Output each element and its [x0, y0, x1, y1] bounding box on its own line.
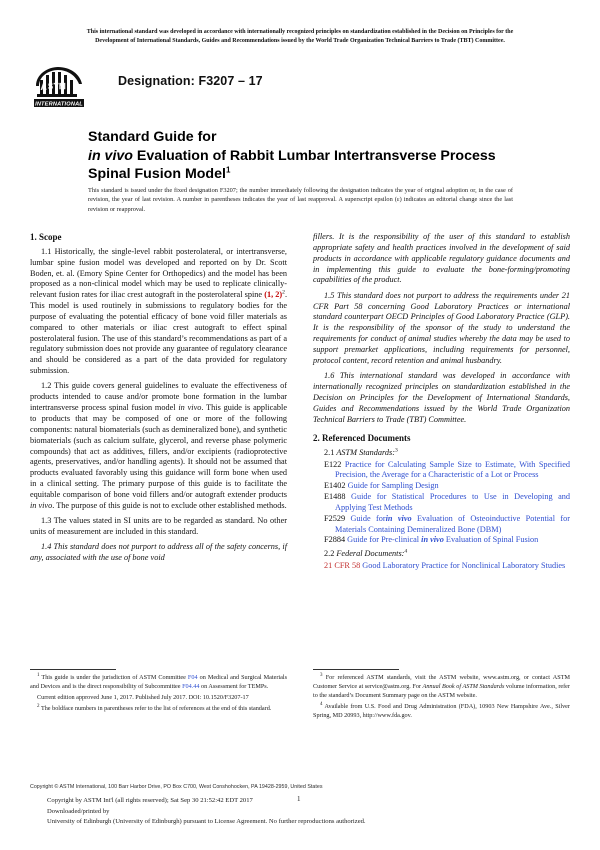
footnote-1-part-a: This guide is under the jurisdiction of ASTM Committee	[41, 674, 188, 681]
federal-docs-title: Federal Documents:	[336, 549, 405, 559]
footnote-1-marker: 1	[37, 672, 40, 678]
ref-title-italic[interactable]: in vivo	[421, 535, 444, 545]
title-line-3	[88, 165, 548, 184]
footnote-4-marker: 4	[320, 701, 323, 707]
footnote-2-text: The boldface numbers in parentheses refer to the list of references at the end of this standard.	[40, 705, 272, 713]
federal-ref-id[interactable]: 21 CFR 58	[324, 560, 361, 570]
ref-id: F2529	[324, 513, 346, 523]
footnote-3-part-b: volume information, refer to the standard’s Document Summary page on the ASTM website.	[313, 682, 570, 699]
title-line-2	[88, 147, 548, 166]
paragraph-1-1	[30, 247, 287, 377]
list-item[interactable]	[324, 481, 570, 492]
para-1-2-italic-1: in vivo	[178, 403, 202, 413]
copyright-notice: Copyright © ASTM International, 100 Barr Harbor Drive, PO Box C700, West Conshohocken, PA 19428-2959, United States	[30, 784, 323, 790]
footnote-3-part-a: For referenced ASTM standards, visit the ASTM website, www.astm.org, or contact ASTM Customer Service at service@astm.org. For	[313, 674, 571, 690]
ref-title-link-post[interactable]: Evaluation of Osteoinductive Potential for Materials Containing Demineralized Bone (DBM)	[335, 513, 570, 534]
paragraph-1-5: 1.5 This standard does not purport to address the requirements under 21 CFR Part 58 concerning Good Laboratory Practices or international standard counterpart OECD Principles of Good Laboratory Practice (GLP). It is the responsibility of the sponsor of the study to understand the requirements for conduct of animal studies whereby the data may be used to support premarket applications, including requirements for personnel, protocol content, record retention and animal husbandry.	[313, 290, 570, 365]
section-heading-scope: 1. Scope	[30, 232, 62, 242]
list-item[interactable]	[324, 514, 570, 536]
para-1-2-part-a: 1.2 This guide covers general guidelines to evaluate the effectiveness of products intended to cause and/or promote bone formation in the lumbar intertransverse process spinal fusion model	[30, 381, 287, 413]
footnote-4	[313, 703, 570, 721]
footnotes-right	[313, 674, 570, 720]
para-1-2-part-c: . The purpose of this guide is not to exclude other established methods.	[52, 500, 287, 510]
footnote-3-marker: 3	[320, 672, 323, 678]
title-line-1: Standard Guide for	[88, 129, 217, 145]
footnote-edition: Current edition approved June 1, 2017. Published July 2017. DOI: 10.1520/F3207-17	[37, 694, 249, 702]
para-1-2-italic-2: in vivo	[30, 500, 53, 510]
reference-citation-1-2[interactable]: (1, 2)	[264, 290, 283, 300]
ref-id: F2884	[324, 535, 346, 545]
ref-title-link-post[interactable]: Evaluation of Spinal Fusion	[443, 535, 539, 545]
download-line-1: Copyright by ASTM Int'l (all rights reserved); Sat Sep 30 21:52:42 EDT 2017	[47, 797, 253, 804]
download-line-3: University of Edinburgh (University of Edinburgh) pursuant to License Agreement. No further reproductions authorized.	[47, 818, 366, 826]
federal-ref-title-link[interactable]: Good Laboratory Practice for Nonclinical Laboratory Studies	[362, 560, 566, 570]
footnotes-left	[30, 674, 287, 714]
paragraph-1-4-overflow: fillers. It is the responsibility of the user of this standard to establish appropriate safety and health practices involved in the development of said products in accordance with applicable regulatory guidance documents and in implementing this guide to evaluate the bone-forming/promoting capabilities of the product.	[313, 232, 570, 285]
ref-title-link[interactable]: Guide for Sampling Design	[347, 481, 439, 491]
issue-note: This standard is issued under the fixed designation F3207; the number immediately following the designation indicates the year of original adoption or, in the case of revision, the year of last revision. A number in parentheses indicates the year of last reapproval. A superscript epsilon (ε) indicates an editorial change since the last revision or reapproval.	[88, 187, 513, 213]
para-1-1-part-b: . This model is used routinely in submissions to regulatory bodies for the purpose of evaluating the potential efficacy of bone void filler materials as compared to other materials or iliac crest autograft to effect spinal posterolateral fusion. The use of this standard’s recommendations as part of a regulatory submission does not provide any guarantee of regulatory clearance and should be considered as a part of the data provided for regulatory submission.	[30, 290, 288, 376]
paragraph-1-3: 1.3 The values stated in SI units are to be regarded as standard. No other units of measurement are included in this standard.	[30, 516, 287, 536]
footnote-marker-2: 2	[282, 289, 285, 296]
paragraph-1-2	[30, 381, 287, 511]
body-column-left	[30, 232, 287, 564]
ref-id: E1488	[324, 492, 346, 502]
footnote-1-part-b: on Medical and Surgical Materials and Devices and is the direct responsibility of Subcommittee	[30, 674, 287, 690]
footnote-2	[30, 705, 287, 714]
paragraph-1-4: 1.4 This standard does not purport to address all of the safety concerns, if any, associated with the use of bone void	[30, 542, 287, 563]
para-1-2-part-b: . This guide is applicable to products that may be composed of one or more of the following components: natural biomaterials (such as demineralized bone), and synthetic biomaterials (such as calcium sulfate, glycerol, and reverse phase polymeric compounds) that act as additives, fillers, and/or excipients (radioprotective agents, preservatives, and/or handling agents). It should not be assumed that products evaluated favorably using this guidance will form bone when used in a clinical setting. The primary purpose of this guide is to facilitate the equitable comparison of bone void fillers and/or autograft extender products	[30, 403, 287, 499]
tbt-banner	[33, 28, 567, 45]
title-line-3-text: Spinal Fusion Model	[88, 166, 226, 183]
list-item[interactable]	[324, 460, 570, 482]
document-title	[88, 128, 548, 184]
subsection-astm-standards	[313, 448, 570, 459]
download-line-2: Downloaded/printed by	[47, 807, 110, 815]
subcommittee-f0444-link[interactable]: F04.44	[182, 682, 200, 690]
footnote-divider-left	[30, 669, 116, 670]
list-item[interactable]	[324, 492, 570, 514]
section-heading-referenced-documents: 2. Referenced Documents	[313, 433, 411, 444]
astm-standards-title: ASTM Standards:	[336, 448, 395, 458]
tbt-banner-line2: Development of International Standards, Guides and Recommendations issued by the World Trade Organization Technical Barriers to Trade (TBT) Committee.	[95, 37, 505, 44]
title-footnote-marker: 1	[225, 165, 231, 175]
astm-standards-number: 2.1	[324, 448, 335, 458]
header-logo-row	[30, 64, 570, 114]
footnote-2-marker: 2	[37, 704, 40, 710]
list-item[interactable]	[324, 535, 570, 546]
subsection-federal-documents	[313, 549, 570, 560]
footnote-4-text: Available from U.S. Food and Drug Administration (FDA), 10903 New Hampshire Ave., Silver Spring, MD 20993, http://www.fda.gov.	[313, 702, 570, 719]
para-1-1-part-a: 1.1 Historically, the single-level rabbit posterolateral, or intertransverse, lumbar spine fusion model was developed and reported on by Dr. Scott Boden, et. al. (Emory Spine Center for Orthopedics) and the model has been proposed as a non-clinical model which may be used to replicate clinically-relevant fusion rates for iliac crest autograft in the posterolateral spine	[30, 246, 287, 300]
page-number: 1	[297, 795, 301, 803]
federal-docs-number: 2.2	[324, 549, 335, 559]
federal-reference-list	[313, 561, 570, 572]
footnote-3-italic: Annual Book of ASTM Standards	[422, 682, 505, 690]
astm-logo-icon	[30, 64, 88, 110]
designation-label: Designation: F3207 – 17	[118, 74, 263, 88]
ref-title-link-pre[interactable]: Guide for	[350, 513, 386, 523]
ref-id: E1402	[324, 481, 346, 491]
ref-id: E122	[324, 459, 342, 469]
ref-title-italic[interactable]: in vivo	[385, 513, 412, 523]
ref-title-link[interactable]: Guide for Statistical Procedures to Use in Developing and Applying Test Methods	[335, 492, 571, 512]
footnote-divider-right	[313, 669, 399, 670]
title-line-2-rest: Evaluation of Rabbit Lumbar Intertransverse Process	[132, 147, 496, 164]
tbt-banner-line1: This international standard was developed in accordance with internationally recognized principles on standardization established in the Decision on Principles for the	[86, 29, 514, 35]
footnote-3	[313, 674, 570, 700]
astm-reference-list	[313, 460, 570, 547]
list-item[interactable]	[324, 561, 570, 572]
title-in-vivo-italic: in vivo	[88, 147, 133, 164]
footnote-marker-4: 4	[404, 548, 408, 555]
svg-text:INTERNATIONAL: INTERNATIONAL	[35, 101, 83, 108]
ref-title-link-pre[interactable]: Guide for Pre-clinical	[347, 535, 422, 545]
ref-title-link[interactable]: Practice for Calculating Sample Size to Estimate, With Specified Precision, the Average for a Characteristic of a Lot or Process	[335, 459, 571, 480]
paragraph-1-6: 1.6 This international standard was developed in accordance with internationally recognized principles on standardization established in the Decision on Principles for the Development of International Standards, Guides and Recommendations issued by the World Trade Organization Technical Barriers to Trade (TBT) Committee.	[313, 371, 570, 424]
committee-f04-link[interactable]: F04	[187, 674, 198, 681]
footnote-1	[30, 674, 287, 692]
footnote-1-part-c: on Assessment for TEMPs.	[199, 682, 269, 690]
footnote-marker-3: 3	[394, 447, 398, 454]
body-column-right	[313, 232, 570, 571]
